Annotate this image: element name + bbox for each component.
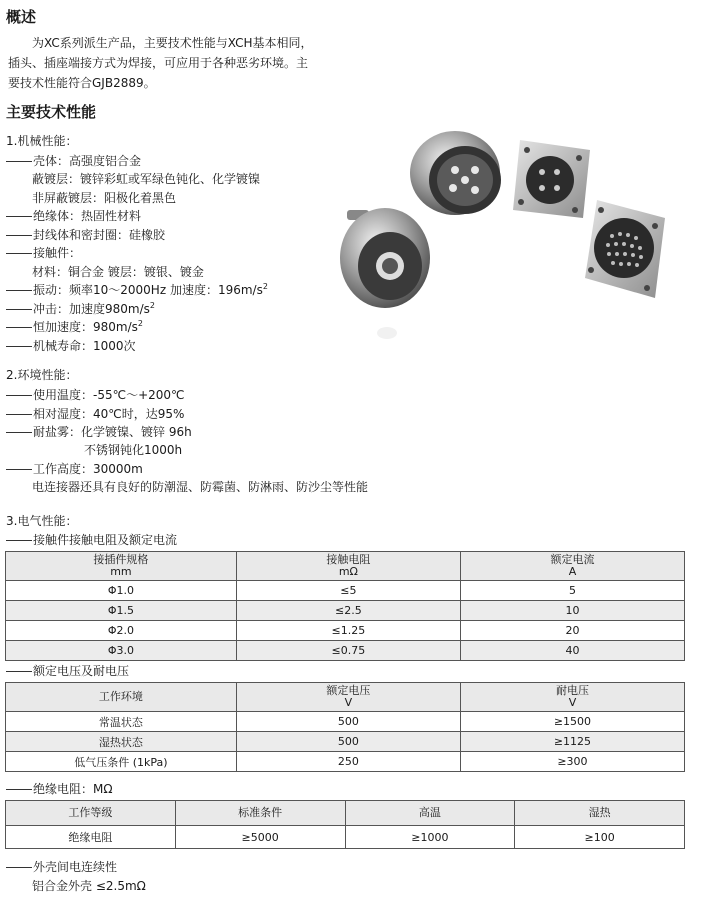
overview-line-2: 插头、插座端接方式为焊接，可应用于各种恶劣环境。主 <box>8 56 309 70</box>
table-cell: 10 <box>460 601 684 621</box>
table-header-cell: 接插件规格 mm <box>6 552 237 581</box>
electrical-heading: 3.电气性能： <box>6 514 78 528</box>
table-cell: ≥1500 <box>460 712 684 732</box>
connector-photo <box>335 128 665 348</box>
table-row <box>6 752 685 772</box>
table-header-row <box>6 683 685 712</box>
reflection-smudge <box>377 327 397 339</box>
continuity-value: 铝合金外壳 ≤2.5mΩ <box>32 879 146 893</box>
spec-salt-spray-stainless: 不锈钢钝化1000h <box>84 443 183 457</box>
table-row <box>6 621 685 641</box>
table-header-cell: 额定电流 A <box>460 552 684 581</box>
spec-unshielded-plating: 非屏蔽镀层：阳极化着黑色 <box>32 191 177 205</box>
insulation-table <box>5 800 685 849</box>
table-cell: ≤1.25 <box>236 621 460 641</box>
contact-resistance-caption: 接触件接触电阻及额定电流 <box>6 531 177 548</box>
table-row <box>6 826 685 849</box>
table-row <box>6 581 685 601</box>
spec-contact: 接触件： <box>6 244 81 261</box>
insulation-caption: 绝缘电阻：MΩ <box>6 780 113 797</box>
table-header-cell: 湿热 <box>515 801 685 826</box>
table-cell: ≤2.5 <box>236 601 460 621</box>
table-cell: ≥1125 <box>460 732 684 752</box>
table-cell: ≤0.75 <box>236 641 460 661</box>
table-cell: 常温状态 <box>6 712 237 732</box>
table-cell: Φ2.0 <box>6 621 237 641</box>
spec-environment-note: 电连接器还具有良好的防潮湿、防霉菌、防淋雨、防沙尘等性能 <box>32 480 369 494</box>
table-cell: Φ1.5 <box>6 601 237 621</box>
continuity-caption: 外壳间电连续性 <box>6 858 117 875</box>
overview-line-3: 要技术性能符合GJB2889。 <box>8 76 156 90</box>
connector-square-receptacle <box>513 140 590 218</box>
table-cell: 绝缘电阻 <box>6 826 176 849</box>
spec-mechanical-life: 机械寿命：1000次 <box>6 337 136 354</box>
spec-shell: 壳体：高强度铝合金 <box>6 152 141 169</box>
table-cell: ≥1000 <box>345 826 515 849</box>
table-header-cell: 工作环境 <box>6 683 237 712</box>
voltage-caption: 额定电压及耐电压 <box>6 662 129 679</box>
performance-title: 主要技术性能 <box>6 103 97 121</box>
overview-title: 概述 <box>6 8 37 26</box>
spec-shock: 冲击：加速度$980m/s^2$ <box>6 300 155 317</box>
overview-line-1: 为XC系列派生产品，主要技术性能与XCH基本相同， <box>32 36 313 50</box>
table-row <box>6 712 685 732</box>
table-cell: 湿热状态 <box>6 732 237 752</box>
spec-seal: 封线体和密封圈：硅橡胶 <box>6 226 165 243</box>
spec-constant-acceleration: 恒加速度：$980m/s^2$ <box>6 318 143 335</box>
table-header-cell: 接触电阻 mΩ <box>236 552 460 581</box>
spec-humidity: 相对湿度：40℃时，达95% <box>6 405 184 422</box>
table-cell: 250 <box>236 752 460 772</box>
connector-multipin-receptacle <box>585 200 665 298</box>
mechanical-heading: 1.机械性能： <box>6 134 78 148</box>
table-header-cell: 工作等级 <box>6 801 176 826</box>
spec-insulator: 绝缘体：热固性材料 <box>6 207 141 224</box>
table-cell: 20 <box>460 621 684 641</box>
table-header-cell: 标准条件 <box>175 801 345 826</box>
table-cell: 500 <box>236 712 460 732</box>
table-header-cell: 高温 <box>345 801 515 826</box>
table-cell: 40 <box>460 641 684 661</box>
spec-contact-material: 材料：铜合金 镀层：镀银、镀金 <box>32 265 204 279</box>
table-cell: ≥5000 <box>175 826 345 849</box>
table-header-row <box>6 801 685 826</box>
table-row <box>6 641 685 661</box>
table-row <box>6 601 685 621</box>
table-cell: Φ1.0 <box>6 581 237 601</box>
table-cell: Φ3.0 <box>6 641 237 661</box>
table-cell: ≥100 <box>515 826 685 849</box>
connector-plug-top <box>410 131 501 215</box>
table-cell: 低气压条件 (1kPa) <box>6 752 237 772</box>
spec-vibration: 振动：频率10～2000Hz 加速度：$196m/s^2$ <box>6 281 268 298</box>
table-header-cell: 耐电压 V <box>460 683 684 712</box>
voltage-table <box>5 682 685 772</box>
environmental-heading: 2.环境性能： <box>6 368 78 382</box>
table-cell: 5 <box>460 581 684 601</box>
spec-altitude: 工作高度：30000m <box>6 460 143 477</box>
table-row <box>6 732 685 752</box>
spec-salt-spray: 耐盐雾：化学镀镍、镀锌 96h <box>6 423 192 440</box>
table-cell: ≤5 <box>236 581 460 601</box>
contact-resistance-table <box>5 551 685 661</box>
connector-plug-cable-clamp <box>340 208 430 308</box>
spec-temperature: 使用温度：-55℃～+200℃ <box>6 386 185 403</box>
table-cell: 500 <box>236 732 460 752</box>
table-header-cell: 额定电压 V <box>236 683 460 712</box>
table-header-row <box>6 552 685 581</box>
table-cell: ≥300 <box>460 752 684 772</box>
spec-shielded-plating: 蔽镀层：镀锌彩虹或军绿色钝化、化学镀镍 <box>32 172 261 186</box>
